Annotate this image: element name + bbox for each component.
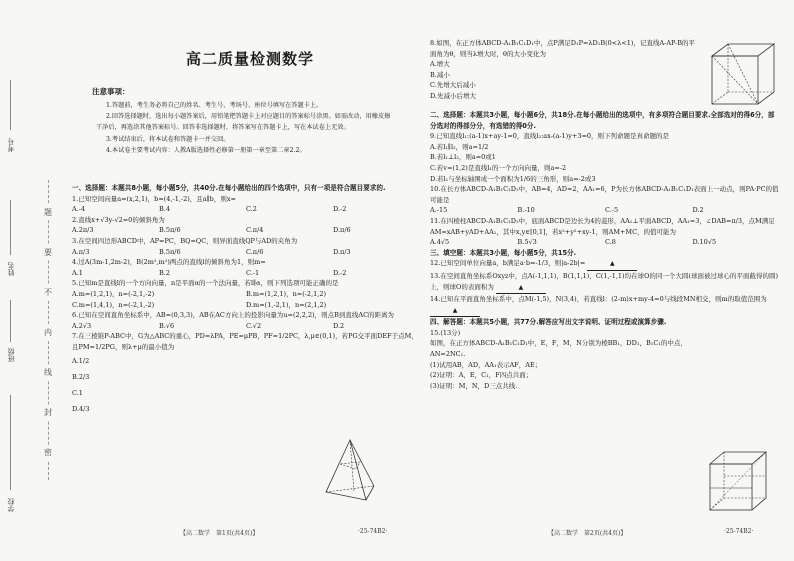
section-fill-blank: 三、填空题：本题共3小题，每小题5分，共15分.: [430, 248, 577, 257]
banji-line: [10, 300, 11, 342]
seal-char: 要: [44, 245, 52, 260]
notice-item: 3.考试结束后，将本试卷和答题卡一并交回。: [106, 135, 230, 143]
option: B.5π/6: [159, 247, 181, 256]
triangle-marker-icon: ▲: [610, 260, 615, 268]
option: B.若l₁⊥l₂，则a=0或1: [430, 153, 496, 162]
option: D.-2: [333, 268, 347, 277]
option: B.减小: [430, 70, 450, 79]
triangle-marker-icon: ▲: [518, 283, 524, 291]
option: A.-4: [72, 205, 86, 214]
right-column-top: [430, 38, 700, 102]
question-3: 3.在空间四边形ABCD中，AP=PC，BQ=QC，则异面直线QP与AD的夹角为: [72, 236, 298, 245]
question-5: 5.已知m是直线l的一个方向向量，n是平面α的一个法向量，若l∥α，则下列选项可能正确的是: [72, 279, 339, 288]
notice-heading: 注意事项：: [92, 87, 130, 96]
notice-block: [96, 100, 396, 156]
notice-item: 2.回答选择题时，选出每小题答案后，用铅笔把答题卡上对应题目的答案标号涂黑。如需改动，用橡皮擦干净后，再选涂其他答案标号。回答非选择题时，将答案写在答题卡上，写在本试卷上无效。: [96, 113, 391, 132]
option: A.1/2: [72, 356, 90, 365]
question-1: 1.已知空间向量a=(x,2,1)，b=(4,-1,-2)，且a∥b，则x=: [72, 194, 236, 203]
question-2: 2.直线x+√3y-√2=0的倾斜角为: [72, 215, 165, 224]
question-15: 15.(13分): [430, 328, 461, 337]
footer-right-page: 【高二数学 第2页(共4页)】: [548, 530, 627, 537]
question-1-options: [72, 204, 420, 215]
option: A.1: [72, 268, 83, 277]
option: A.π/3: [72, 247, 90, 256]
option: D.-2: [333, 205, 347, 214]
question-7: 7.在三棱锥P-ABC中，G为△ABC的重心，PD=λPA，PE=μPB，PF=1/2PC，λ,μ∈(0,1)，若PG交平面DEF于点M，且PM=1/2PG，则λ+μ的最小值为: [72, 332, 418, 351]
question-3-options: [72, 247, 420, 258]
xingming-label: 姓名: [7, 262, 15, 276]
question-13-text: 13.在空间直角坐标系Oxyz中，点A(-1,1,1)，B(1,1,1)，C(1,-1,1)均在球O的同一个大圆(球面被过球心的平面截得的圆)上，则球O的表面积为: [430, 271, 778, 291]
question-9: 9.已知直线l₁:(a-1)x+ay-1=0，直线l₂:ax-(a-1)y+3=0，则下列命题是真命题的是: [430, 132, 670, 141]
seal-char: 题: [44, 205, 52, 220]
footer-left-page: 【高二数学 第1页(共4页)】: [180, 530, 259, 537]
question-4: 4.过A(3m-1,2m-2)，B(2m²,m²)两点的直线l的倾斜角为1，则m=: [72, 258, 266, 267]
option: C.π/4: [246, 226, 264, 235]
option: B.4: [159, 205, 170, 214]
option: C.m=(1,4,1)，n=(-2,1,-2): [72, 300, 155, 309]
xuexiao-label: 学校: [7, 498, 15, 512]
option: B.2/3: [72, 372, 90, 381]
question-15-part: (2)证明：A，E，C₁，F四点共面；: [430, 371, 533, 380]
pyramid-figure: [322, 436, 378, 506]
question-15-part: (1)试用AB，AD，AA₁表示AF，AE；: [430, 360, 542, 369]
option: C.2: [246, 205, 257, 214]
option: C.8: [605, 238, 616, 247]
question-15-part: (3)证明：M，N，D三点共线.: [430, 381, 518, 390]
option: B.m=(1,2,1)，n=(-2,1,2): [246, 289, 327, 298]
question-6-options: [72, 321, 420, 332]
notice-item: 1.答题前，考生务必将自己的姓名、考生号、考场号、座位号填写在答题卡上。: [106, 102, 323, 109]
option: D.π/6: [333, 226, 351, 235]
xingming-line: [10, 200, 11, 255]
option: C.1: [72, 388, 83, 397]
footer-left-code: ·25-74B2·: [358, 528, 388, 535]
option: B.√6: [159, 321, 175, 330]
question-14: [430, 294, 780, 317]
question-12: [430, 258, 780, 271]
notice-item: 4.本试卷主要考试内容：人教A版选择性必修第一册第一章至第二章2.2。: [106, 146, 306, 154]
option: D.m=(1,-2,1)，n=(2,1,2): [246, 300, 327, 309]
option: D.10√5: [692, 238, 717, 247]
option: D.先减小后增大: [430, 91, 477, 100]
answer-blank[interactable]: [587, 258, 637, 271]
cube-figure-q15: [706, 448, 772, 518]
question-11-options: [430, 237, 780, 248]
option: D.2: [692, 206, 704, 215]
question-6: 6.已知在空间直角坐标系中，AB=(0,3,3)，AB在AC方向上的投影向量为u=(2,2,2)，则点B到直线AC的距离为: [72, 311, 395, 320]
option: C.√2: [246, 321, 262, 330]
question-11: 11.在四棱柱ABCD-A₁B₁C₁D₁中，底面ABCD是边长为4的菱形，AA₁⊥平面ABCD，AA₁=3，∠DAB=π/3，点M满足AM=xAB+yAD+AA₁，其中x,y∈[0,1]，若x²+y²+xy-1，则AM+MC，的值可能为: [430, 216, 775, 236]
question-10: 10.在长方体ABCD-A₁B₁C₁D₁中，AB=4，AD=2，AA₁=6，P为长方体ABCD-A₁B₁C₁D₁表面上一动点，则PA·PC的值可能是: [430, 185, 779, 204]
binding-strip: [0, 0, 62, 561]
triangle-marker-icon: ▲: [452, 306, 458, 314]
answer-blank[interactable]: [430, 305, 480, 318]
question-4-options: [72, 268, 420, 279]
option: A.4√5: [430, 238, 450, 247]
kaohao-line: [10, 80, 11, 130]
option: C.-1: [246, 268, 260, 277]
option: A.2√3: [72, 321, 92, 330]
question-14-text: 14.已知在平面直角坐标系中，点M(-1,5)，N(3,4)，若直线l：(2-m)x+my-4=0与线段MN相交，则m的取值范围为: [430, 295, 767, 304]
option: C.若v=(1,2)是直线l₁的一个方向向量，则a=-2: [430, 163, 567, 172]
cube-figure-q8: [706, 38, 780, 114]
question-5-options-ab: [72, 289, 420, 300]
seal-char: 封: [44, 405, 52, 420]
option: A.2π/3: [72, 226, 94, 235]
footer-right-code: ·25-74B2·: [724, 528, 754, 535]
option: B.5π/6: [159, 226, 181, 235]
seal-char: 不: [44, 285, 52, 300]
seal-char: 内: [44, 325, 52, 340]
option: D.2: [333, 321, 345, 330]
kaohao-label: 考号: [7, 138, 15, 152]
option: B.-10: [517, 206, 535, 215]
right-column: [430, 110, 780, 391]
question-13: [430, 271, 780, 294]
section-multi-choice: 二、选择题：本题共3小题，每小题6分，共18分.在每小题给出的选项中，有多项符合题目要求.全部选对的得6分，部分选对的得部分分，有选错的得0分.: [430, 111, 775, 130]
exam-title: 高二质量检测数学: [185, 50, 314, 68]
section-solution: 四、解答题：本题共5小题，共77分.解答应写出文字说明、证明过程或演算步骤.: [430, 318, 667, 327]
option: D.π/3: [333, 247, 351, 256]
option: A.m=(1,2,1)，n=(-2,1,-2): [72, 289, 155, 298]
answer-blank[interactable]: [496, 282, 546, 295]
seal-char: 密: [44, 445, 52, 460]
question-5-options-cd: [72, 300, 420, 311]
question-2-options: [72, 225, 420, 236]
option: C.先增大后减小: [430, 81, 476, 90]
question-12-text: 12.已知空间单位向量a，b满足a·b=-1/3，则|a-2b|=: [430, 259, 586, 268]
option: D.若l₁与坐标轴围成一个面积为1/6的三角形，则a=-2或3: [430, 174, 596, 183]
section-choice: 一、选择题：本题共8小题，每小题5分，共40分.在每小题给出的四个选项中，只有一项是符合题目要求的.: [72, 184, 386, 192]
option: B.2: [159, 268, 170, 277]
question-7-options: [72, 353, 272, 417]
option: A.增大: [430, 60, 450, 69]
option: A.-15: [430, 206, 448, 215]
left-column: [72, 183, 420, 417]
option: C.π/6: [246, 247, 264, 256]
question-15-body: 如图，在正方体ABCD-A₁B₁C₁D₁中，E，F，M，N分别为棱BB₁，DD₁，B₁C₁的中点，AN=2NC₁.: [430, 339, 687, 359]
banji-label: 班级: [7, 348, 15, 362]
option: B.5√3: [517, 238, 537, 247]
question-8: 8.如图，在正方体ABCD-A₁B₁C₁D₁中，点P满足D₁P=λD₁B(0<λ<1)，记直线A-AP-B的平面角为θ，则当λ增大时，θ的大小变化为: [430, 39, 696, 58]
option: A.若l₁∥l₂，则a=1/2: [430, 142, 489, 151]
seal-char: 线: [44, 365, 52, 380]
option: C.-5: [605, 206, 619, 215]
question-10-options: [430, 205, 780, 216]
xuexiao-line: [10, 395, 11, 490]
option: D.4/3: [72, 404, 90, 413]
